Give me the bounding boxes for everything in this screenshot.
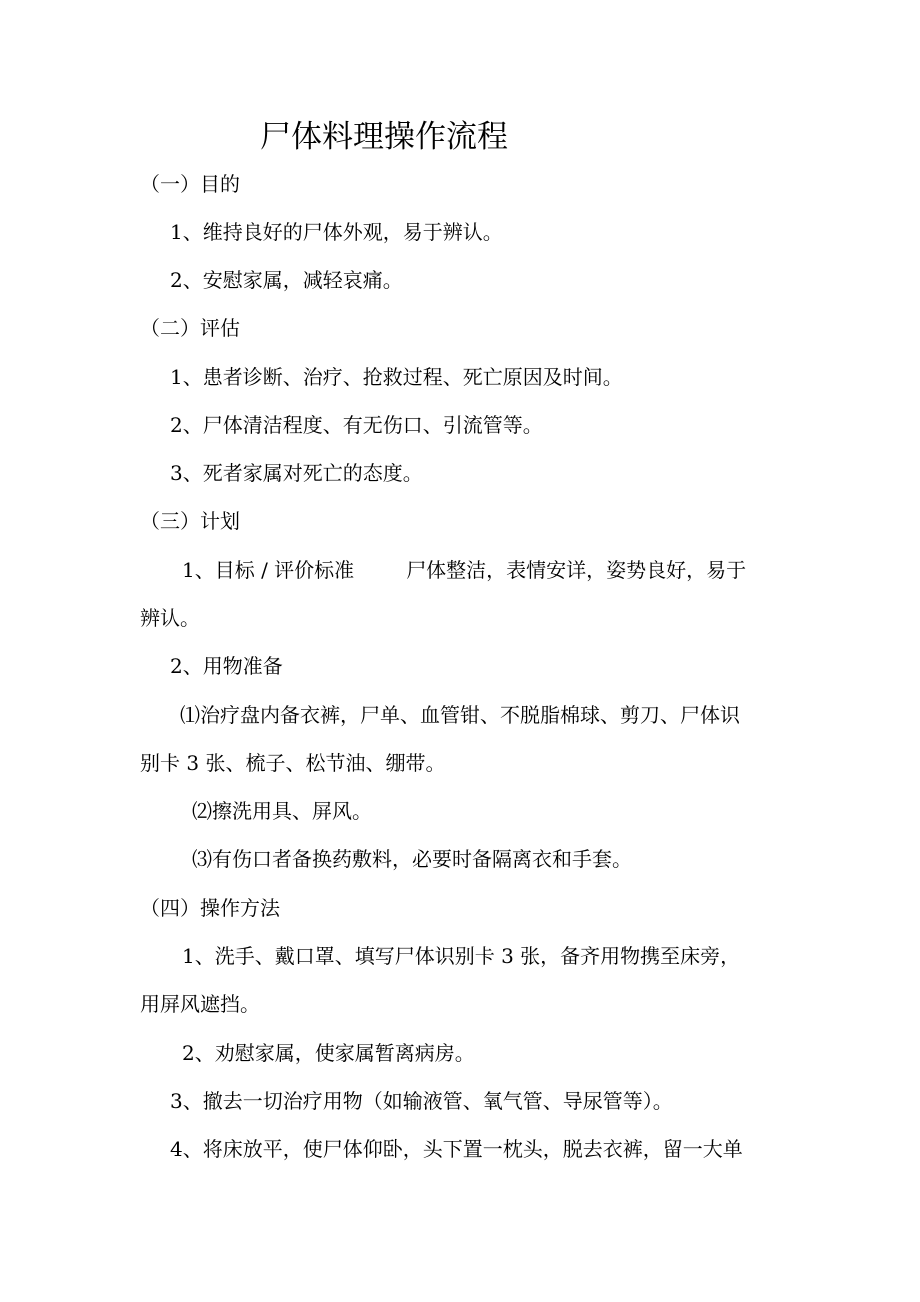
paragraph: 2、安慰家属，减轻哀痛。: [170, 268, 403, 292]
section-heading-procedure: （四）操作方法: [140, 896, 280, 920]
paragraph-continuation: 辨认。: [140, 606, 200, 630]
paragraph-continuation: 用屏风遮挡。: [140, 992, 260, 1016]
section-heading-purpose: （一）目的: [140, 172, 240, 196]
section-heading-assessment: （二）评估: [140, 316, 240, 340]
section-heading-plan: （三）计划: [140, 509, 240, 533]
goal-label: 1、目标 / 评价标准: [182, 558, 355, 582]
paragraph: 1、维持良好的尸体外观，易于辨认。: [170, 220, 503, 244]
paragraph: 2、尸体清洁程度、有无伤口、引流管等。: [170, 413, 543, 437]
paragraph: ⑶有伤口者备换药敷料，必要时备隔离衣和手套。: [192, 847, 632, 871]
paragraph-continuation: 别卡 3 张、梳子、松节油、绷带。: [140, 751, 446, 775]
page-title: 尸体料理操作流程: [260, 119, 508, 155]
paragraph: [182, 546, 832, 594]
paragraph: ⑴治疗盘内备衣裤，尸单、血管钳、不脱脂棉球、剪刀、尸体识: [180, 703, 740, 727]
paragraph: ⑵擦洗用具、屏风。: [192, 799, 372, 823]
paragraph: 4、将床放平，使尸体仰卧，头下置一枕头，脱去衣裤，留一大单: [170, 1137, 743, 1161]
paragraph: 3、死者家属对死亡的态度。: [170, 461, 423, 485]
paragraph: 1、患者诊断、治疗、抢救过程、死亡原因及时间。: [170, 365, 623, 389]
paragraph: 1、洗手、戴口罩、填写尸体识别卡 3 张，备齐用物携至床旁，: [182, 944, 741, 968]
paragraph: 3、撤去一切治疗用物（如输液管、氧气管、导尿管等）。: [170, 1089, 673, 1113]
goal-text: 尸体整洁，表情安详，姿势良好，易于: [406, 558, 747, 582]
paragraph: 2、劝慰家属，使家属暂离病房。: [182, 1041, 475, 1065]
paragraph: 2、用物准备: [170, 654, 283, 678]
